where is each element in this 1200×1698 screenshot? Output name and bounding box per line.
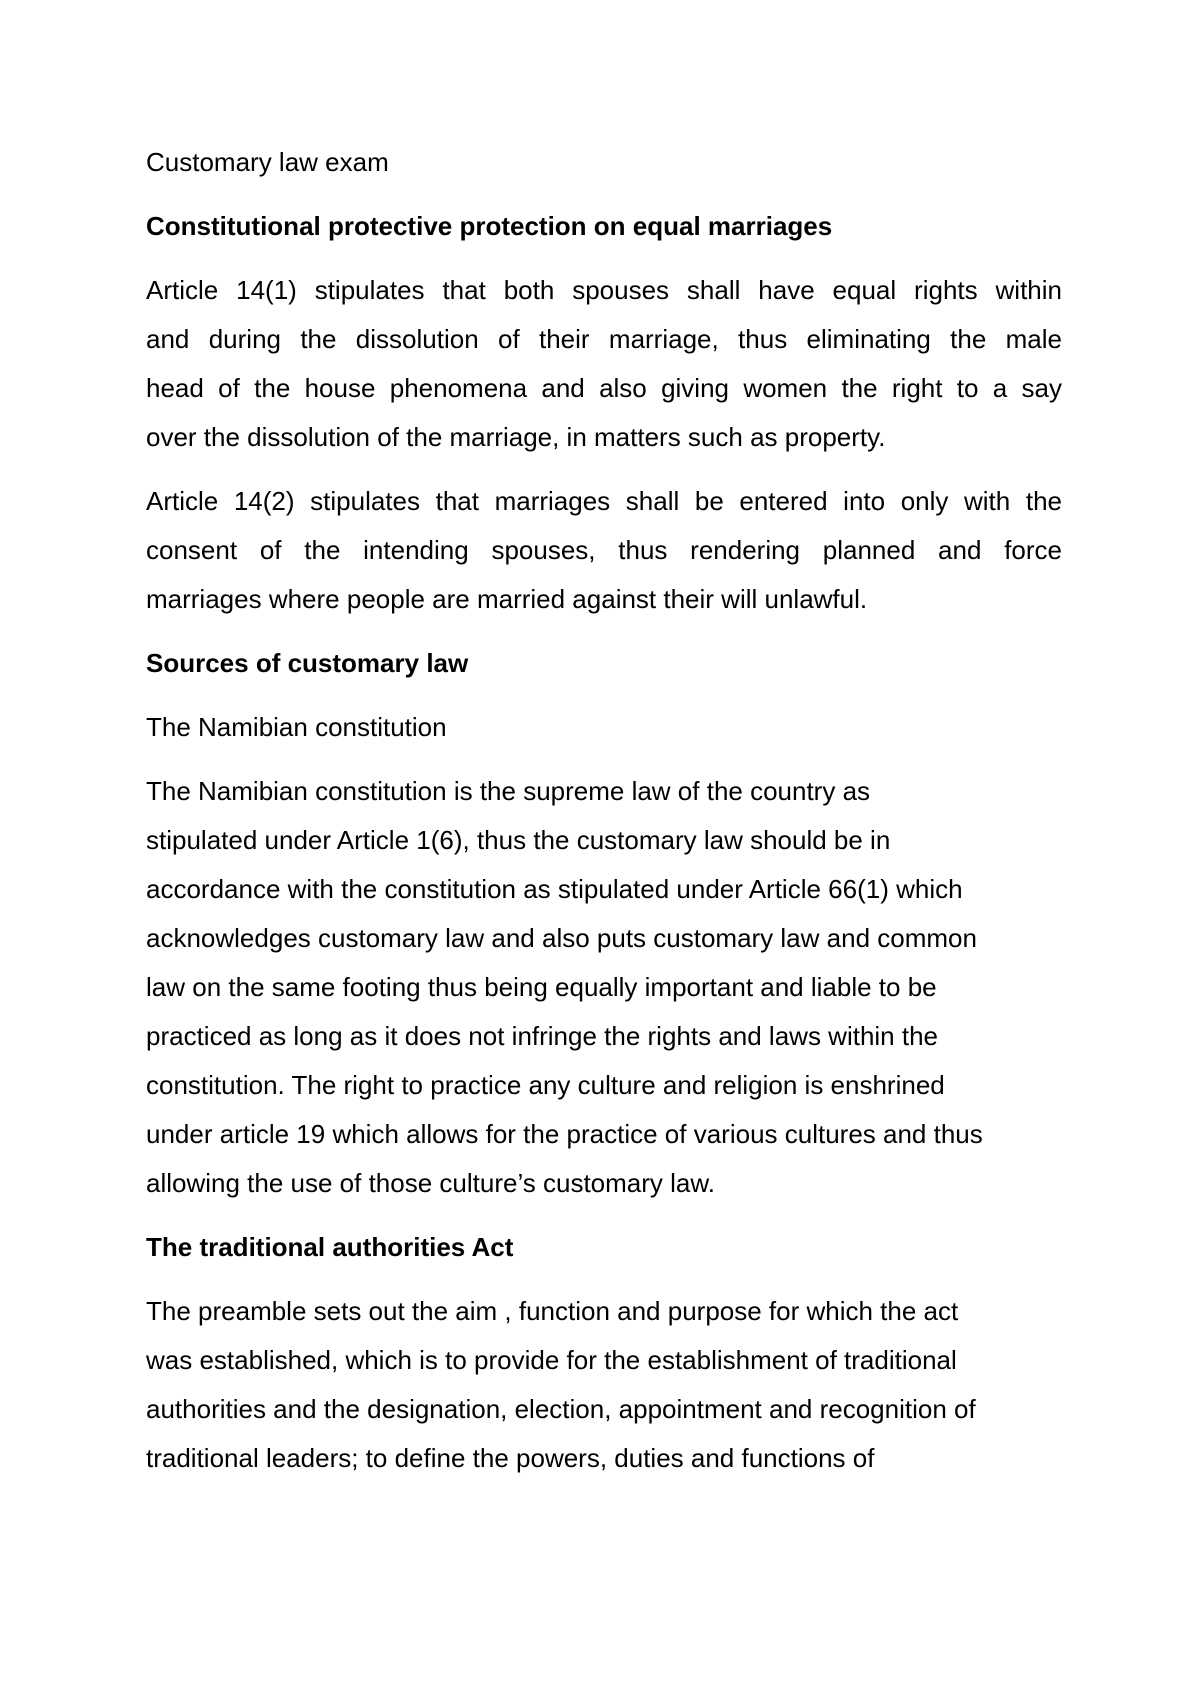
section-heading-traditional-authorities (146, 1223, 1062, 1272)
paragraph-line: Article 14(1) stipulates that both spouses shall have equal rights within (146, 275, 1062, 305)
paragraph-line: authorities and the designation, election, appointment and recognition of (146, 1394, 976, 1424)
paragraph-line: stipulated under Article 1(6), thus the customary law should be in (146, 825, 891, 855)
paragraph-line: acknowledges customary law and also puts customary law and common (146, 923, 977, 953)
paragraph-constitution (146, 767, 1062, 1208)
paragraph-line: The preamble sets out the aim , function and purpose for which the act (146, 1296, 959, 1326)
paragraph-line: practiced as long as it does not infringe the rights and laws within the (146, 1021, 939, 1051)
paragraph-line: head of the house phenomena and also giving women the right to a say (146, 373, 1062, 403)
section-heading-sources (146, 639, 1062, 688)
paragraph-line: was established, which is to provide for the establishment of traditional (146, 1345, 957, 1375)
paragraph-line: accordance with the constitution as stipulated under Article 66(1) which (146, 874, 963, 904)
paragraph-article-14-1 (146, 266, 1062, 462)
paragraph-line: The Namibian constitution is the supreme law of the country as (146, 776, 871, 806)
paragraph-line: marriages where people are married against their will unlawful. (146, 584, 868, 614)
document-title (146, 138, 1062, 187)
paragraph-line: under article 19 which allows for the practice of various cultures and thus (146, 1119, 983, 1149)
paragraph-line: Article 14(2) stipulates that marriages shall be entered into only with the (146, 486, 1062, 516)
heading-text: Sources of customary law (146, 648, 469, 678)
paragraph-line: over the dissolution of the marriage, in matters such as property. (146, 422, 886, 452)
paragraph-line: and during the dissolution of their marriage, thus eliminating the male (146, 324, 1062, 354)
paragraph-line: consent of the intending spouses, thus rendering planned and force (146, 535, 1062, 565)
paragraph-article-14-2 (146, 477, 1062, 624)
heading-text: The traditional authorities Act (146, 1232, 514, 1262)
paragraph-line: allowing the use of those culture’s customary law. (146, 1168, 715, 1198)
subheading-namibian-constitution (146, 703, 1062, 752)
document-body (146, 138, 1062, 1498)
paragraph-line: traditional leaders; to define the powers, duties and functions of (146, 1443, 875, 1473)
subheading-text: The Namibian constitution (146, 712, 447, 742)
paragraph-preamble (146, 1287, 1062, 1483)
title-text: Customary law exam (146, 147, 389, 177)
heading-text: Constitutional protective protection on equal marriages (146, 211, 833, 241)
paragraph-line: constitution. The right to practice any culture and religion is enshrined (146, 1070, 945, 1100)
paragraph-line: law on the same footing thus being equally important and liable to be (146, 972, 937, 1002)
section-heading-equal-marriages (146, 202, 1062, 251)
